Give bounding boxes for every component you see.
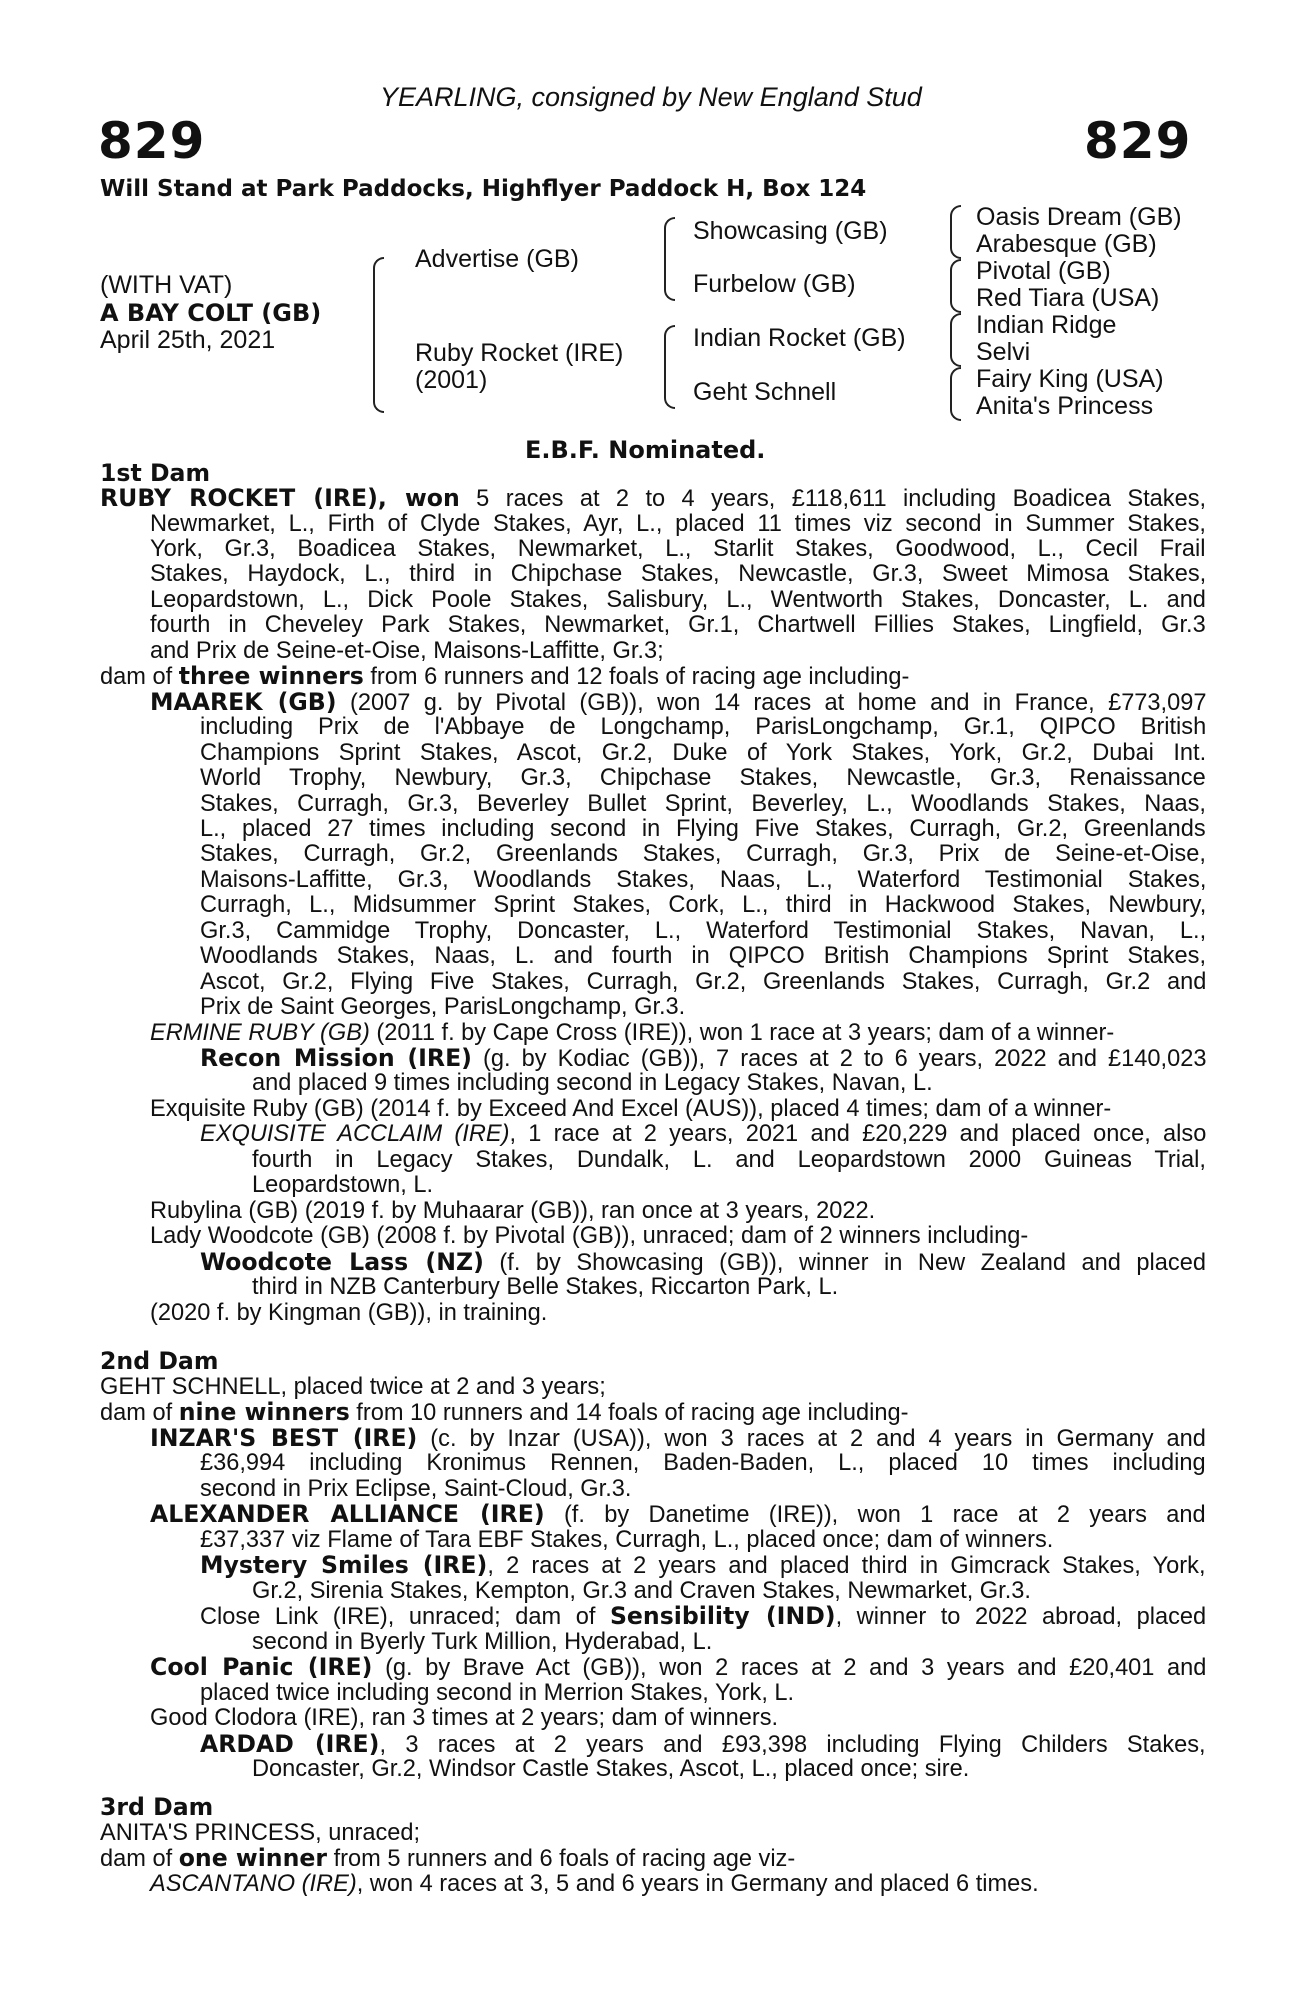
grandparent-6: Selvi	[976, 338, 1031, 366]
grandparent-7: Fairy King (USA)	[976, 365, 1164, 393]
exquisite-acclaim-name: EXQUISITE ACCLAIM (IRE)	[200, 1121, 510, 1147]
ebf-nominated: E.B.F. Nominated.	[525, 436, 766, 464]
lot-title: A BAY COLT (GB)	[100, 299, 322, 327]
g-brace-3	[950, 313, 961, 367]
lot-number-right: 829	[1084, 112, 1192, 170]
third-dam-line-1: ANITA'S PRINCESS, unraced;	[100, 1820, 421, 1846]
mystery-smiles-line-1: Mystery Smiles (IRE), 2 races at 2 years and placed third in Gimcrack Stakes, York,	[200, 1551, 1206, 1579]
sire-brace	[664, 217, 675, 301]
ermine-ruby-line: ERMINE RUBY (GB) (2011 f. by Cape Cross (IRE)), won 1 race at 3 years; dam of a winner-	[150, 1020, 1115, 1046]
sire-sire: Showcasing (GB)	[693, 217, 888, 245]
dam-dam: Geht Schnell	[693, 378, 837, 406]
g-brace-1	[950, 205, 961, 259]
close-link-line-1: Close Link (IRE), unraced; dam of Sensibility (IND), winner to 2022 abroad, placed	[200, 1602, 1207, 1630]
recon-mission-line-2: and placed 9 times including second in Legacy Stakes, Navan, L.	[252, 1070, 933, 1096]
dam-year: (2001)	[415, 366, 488, 394]
third-dam-produce-line: dam of one winner from 5 runners and 6 foals of racing age viz-	[100, 1844, 796, 1872]
close-link-line-2: second in Byerly Turk Million, Hyderabad, L.	[252, 1629, 713, 1655]
ermine-ruby-name: ERMINE RUBY (GB)	[150, 1020, 370, 1046]
dam-sire: Indian Rocket (GB)	[693, 324, 906, 352]
inzars-best-line-3: second in Prix Eclipse, Saint-Cloud, Gr.3.	[200, 1476, 632, 1502]
first-dam-line-4: Stakes, Haydock, L., third in Chipchase Stakes, Newcastle, Gr.3, Sweet Mimosa Stakes,	[150, 561, 1207, 587]
maarek-line-10: Gr.3, Cammidge Trophy, Doncaster, L., Waterford Testimonial Stakes, Navan, L.,	[200, 918, 1207, 944]
g-brace-4	[950, 367, 961, 421]
kingman-2020-line: (2020 f. by Kingman (GB)), in training.	[150, 1300, 548, 1326]
second-dam-produce-line: dam of nine winners from 10 runners and 14 foals of racing age including-	[100, 1398, 909, 1426]
ascantano-line: ASCANTANO (IRE), won 4 races at 3, 5 and 6 years in Germany and placed 6 times.	[150, 1871, 1039, 1897]
grandparent-4: Red Tiara (USA)	[976, 284, 1160, 312]
first-dam-line-6: fourth in Cheveley Park Stakes, Newmarket, Gr.1, Chartwell Fillies Stakes, Lingfield, Gr.3	[150, 612, 1206, 638]
vat-note: (WITH VAT)	[100, 271, 233, 299]
maarek-line-4: World Trophy, Newbury, Gr.3, Chipchase Stakes, Newcastle, Gr.3, Renaissance	[200, 765, 1206, 791]
first-dam-produce-line: dam of three winners from 6 runners and 12 foals of racing age including-	[100, 662, 910, 690]
exquisite-acclaim-line-1: EXQUISITE ACCLAIM (IRE), 1 race at 2 years, 2021 and £20,229 and placed once, also	[200, 1121, 1207, 1147]
maarek-line-9: Curragh, L., Midsummer Sprint Stakes, Cork, L., third in Hackwood Stakes, Newbury,	[200, 892, 1207, 918]
woodcote-lass-line-1: Woodcote Lass (NZ) (f. by Showcasing (GB)), winner in New Zealand and placed	[200, 1248, 1206, 1276]
maarek-line-11: Woodlands Stakes, Naas, L. and fourth in QIPCO British Champions Sprint Stakes,	[200, 943, 1207, 969]
pedigree-brace	[373, 257, 384, 413]
first-dam-line-1: RUBY ROCKET (IRE), won 5 races at 2 to 4 years, £118,611 including Boadicea Stakes,	[100, 484, 1207, 512]
second-dam-heading: 2nd Dam	[100, 1347, 219, 1375]
consignor-line: YEARLING, consigned by New England Stud	[380, 82, 922, 112]
grandparent-8: Anita's Princess	[976, 392, 1154, 420]
exquisite-acclaim-line-3: Leopardstown, L.	[252, 1172, 434, 1198]
first-dam-line-5: Leopardstown, L., Dick Poole Stakes, Salisbury, L., Wentworth Stakes, Doncaster, L. and	[150, 587, 1206, 613]
ardad-line-1: ARDAD (IRE), 3 races at 2 years and £93,398 including Flying Childers Stakes,	[200, 1730, 1206, 1758]
maarek-line-1: MAAREK (GB) (2007 g. by Pivotal (GB)), won 14 races at home and in France, £773,097	[150, 688, 1207, 716]
recon-mission-name: Recon Mission (IRE)	[200, 1044, 472, 1072]
good-clodora-line: Good Clodora (IRE), ran 3 times at 2 years; dam of winners.	[150, 1705, 779, 1731]
sire: Advertise (GB)	[415, 245, 579, 273]
rubylina-line: Rubylina (GB) (2019 f. by Muhaarar (GB)), ran once at 3 years, 2022.	[150, 1198, 876, 1224]
lady-woodcote-line: Lady Woodcote (GB) (2008 f. by Pivotal (GB)), unraced; dam of 2 winners including-	[150, 1223, 1029, 1249]
dam-brace	[664, 325, 675, 409]
first-dam-heading: 1st Dam	[100, 459, 211, 487]
sire-dam: Furbelow (GB)	[693, 270, 856, 298]
grandparent-1: Oasis Dream (GB)	[976, 203, 1182, 231]
second-dam-line-1: GEHT SCHNELL, placed twice at 2 and 3 years;	[100, 1374, 606, 1400]
maarek-line-12: Ascot, Gr.2, Flying Five Stakes, Curragh, Gr.2, Greenlands Stakes, Curragh, Gr.2 and	[200, 969, 1207, 995]
mystery-smiles-name: Mystery Smiles (IRE)	[200, 1551, 488, 1579]
lot-number-left: 829	[98, 112, 206, 170]
maarek-line-2: including Prix de l'Abbaye de Longchamp, ParisLongchamp, Gr.1, QIPCO British	[200, 714, 1207, 740]
ardad-name: ARDAD (IRE)	[200, 1730, 380, 1758]
maarek-line-7: Stakes, Curragh, Gr.2, Greenlands Stakes, Curragh, Gr.3, Prix de Seine-et-Oise,	[200, 841, 1206, 867]
maarek-line-8: Maisons-Laffitte, Gr.3, Woodlands Stakes, Naas, L., Waterford Testimonial Stakes,	[200, 867, 1207, 893]
maarek-line-5: Stakes, Curragh, Gr.3, Beverley Bullet Sprint, Beverley, L., Woodlands Stakes, Naas,	[200, 791, 1206, 817]
inzars-best-line-1: INZAR'S BEST (IRE) (c. by Inzar (USA)), won 3 races at 2 and 4 years in Germany and	[150, 1424, 1206, 1452]
maarek-line-6: L., placed 27 times including second in Flying Five Stakes, Curragh, Gr.2, Greenlands	[200, 816, 1206, 842]
cool-panic-line-2: placed twice including second in Merrion Stakes, York, L.	[200, 1680, 795, 1706]
woodcote-lass-name: Woodcote Lass (NZ)	[200, 1248, 484, 1276]
grandparent-2: Arabesque (GB)	[976, 230, 1157, 258]
inzars-best-name: INZAR'S BEST (IRE)	[150, 1424, 418, 1452]
recon-mission-line-1: Recon Mission (IRE) (g. by Kodiac (GB)), 7 races at 2 to 6 years, 2022 and £140,023	[200, 1044, 1207, 1072]
grandparent-3: Pivotal (GB)	[976, 257, 1111, 285]
cool-panic-name: Cool Panic (IRE)	[150, 1653, 373, 1681]
stable-line: Will Stand at Park Paddocks, Highflyer Paddock H, Box 124	[100, 176, 867, 202]
ardad-line-2: Doncaster, Gr.2, Windsor Castle Stakes, Ascot, L., placed once; sire.	[252, 1756, 970, 1782]
alexander-alliance-name: ALEXANDER ALLIANCE (IRE)	[150, 1500, 545, 1528]
first-dam-line-7: and Prix de Seine-et-Oise, Maisons-Laffitte, Gr.3;	[150, 638, 664, 664]
exquisite-acclaim-line-2: fourth in Legacy Stakes, Dundalk, L. and Leopardstown 2000 Guineas Trial,	[252, 1147, 1206, 1173]
dam: Ruby Rocket (IRE)	[415, 339, 624, 367]
woodcote-lass-line-2: third in NZB Canterbury Belle Stakes, Riccarton Park, L.	[252, 1274, 839, 1300]
first-dam-name: RUBY ROCKET (IRE)	[100, 484, 378, 512]
cool-panic-line-1: Cool Panic (IRE) (g. by Brave Act (GB)), won 2 races at 2 and 3 years and £20,401 and	[150, 1653, 1207, 1681]
maarek-line-13: Prix de Saint Georges, ParisLongchamp, Gr.3.	[200, 994, 686, 1020]
g-brace-2	[950, 259, 961, 313]
alexander-alliance-line-2: £37,337 viz Flame of Tara EBF Stakes, Curragh, L., placed once; dam of winners.	[200, 1527, 1054, 1553]
grandparent-5: Indian Ridge	[976, 311, 1117, 339]
maarek-line-3: Champions Sprint Stakes, Ascot, Gr.2, Duke of York Stakes, York, Gr.2, Dubai Int.	[200, 740, 1207, 766]
mystery-smiles-line-2: Gr.2, Sirenia Stakes, Kempton, Gr.3 and Craven Stakes, Newmarket, Gr.3.	[252, 1578, 1031, 1604]
ascantano-name: ASCANTANO (IRE)	[150, 1871, 357, 1897]
first-dam-line-3: York, Gr.3, Boadicea Stakes, Newmarket, L., Starlit Stakes, Goodwood, L., Cecil Frail	[150, 536, 1206, 562]
first-dam-line-2: Newmarket, L., Firth of Clyde Stakes, Ayr, L., placed 11 times viz second in Summer Stakes,	[150, 511, 1206, 537]
foaled-date: April 25th, 2021	[100, 326, 276, 354]
alexander-alliance-line-1: ALEXANDER ALLIANCE (IRE) (f. by Danetime (IRE)), won 1 race at 2 years and	[150, 1500, 1206, 1528]
inzars-best-line-2: £36,994 including Kronimus Rennen, Baden-Baden, L., placed 10 times including	[200, 1450, 1206, 1476]
maarek-name: MAAREK (GB)	[150, 688, 337, 716]
sensibility-name: Sensibility (IND)	[609, 1602, 836, 1630]
exquisite-ruby-line: Exquisite Ruby (GB) (2014 f. by Exceed And Excel (AUS)), placed 4 times; dam of a winner-	[150, 1096, 1112, 1122]
third-dam-heading: 3rd Dam	[100, 1793, 214, 1821]
